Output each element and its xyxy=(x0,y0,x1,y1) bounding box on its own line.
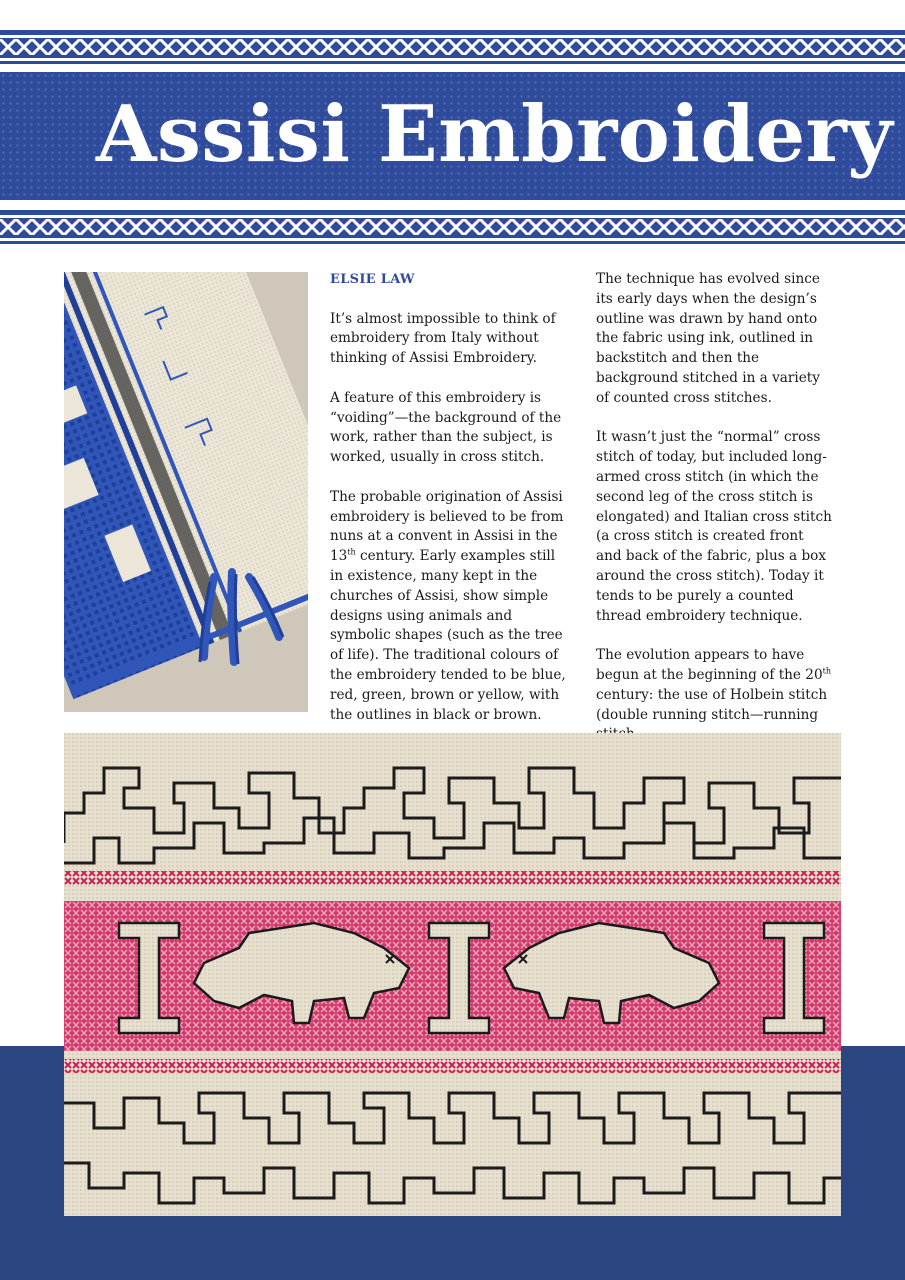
top-stitch-border xyxy=(0,30,905,64)
ordinal-suffix: th xyxy=(347,547,356,557)
text-run: The probable origination of Assisi embroidery is believed to be from nuns at a convent in Assisi in the 13 xyxy=(330,488,564,565)
border-line xyxy=(0,238,905,241)
bottom-stitch-border xyxy=(0,210,905,244)
paragraph xyxy=(596,646,832,745)
cross-stitch-pattern xyxy=(0,219,905,235)
border-line xyxy=(0,35,905,38)
paragraph: It’s almost impossible to think of embroidery from Italy without thinking of Assisi Embroidery. xyxy=(330,310,556,367)
cross-stitch-pattern xyxy=(0,39,905,55)
ordinal-suffix: th xyxy=(822,666,831,676)
paragraph xyxy=(330,488,566,726)
article-column-2 xyxy=(596,270,832,765)
blue-embroidery-photo xyxy=(64,272,308,712)
border-line xyxy=(0,58,905,61)
border-line xyxy=(0,215,905,218)
author-name: ELSIE LAW xyxy=(330,272,415,287)
red-embroidery-photo xyxy=(64,733,841,1216)
embroidery-illustration xyxy=(64,272,308,712)
paragraph: A feature of this embroidery is “voiding”—the background of the work, rather than the subject, is worked, usually in cross stitch. xyxy=(330,389,562,466)
article-column-1 xyxy=(330,270,566,745)
embroidery-illustration xyxy=(64,733,841,1216)
page-title: Assisi Embroidery xyxy=(96,89,894,180)
text-run: century. Early examples still in existence, many kept in the churches of Assisi, show simple designs using animals and symbolic shapes (such as the tree of life). The traditional colours of the embroidery tended to be blue, red, green, brown or yellow, with the outlines in black or brown. xyxy=(330,548,566,723)
text-run: century: the use of Holbein stitch (double running stitch—running xyxy=(596,686,828,723)
paragraph: The technique has evolved since its early days when the design’s outline was drawn by hand onto the fabric using ink, outlined in backstitch and then the background stitched in a variety of counted cross stitches. xyxy=(596,271,820,406)
paragraph: It wasn’t just the “normal” cross stitch of today, but included long-armed cross stitch (in which the second leg of the cross stitch is elongated) and Italian cross stitch (a cross stitch is created front and back of the fabric, plus a box around the cross stitch). Today it tends to be purely a counted thread embroidery technique. xyxy=(596,429,832,624)
text-run: The evolution appears to have begun at the beginning of the 20 xyxy=(596,647,823,683)
title-banner xyxy=(0,72,905,200)
